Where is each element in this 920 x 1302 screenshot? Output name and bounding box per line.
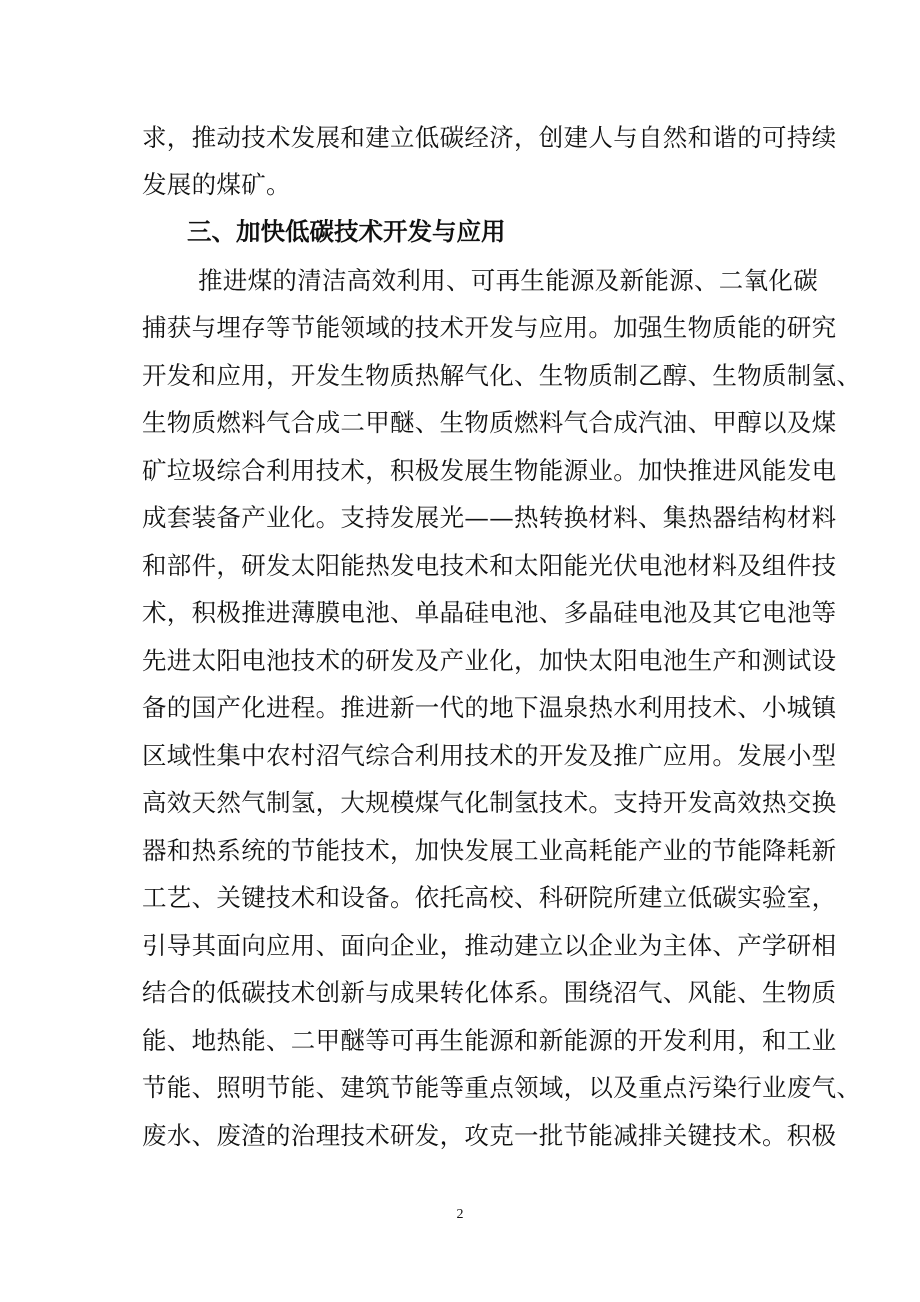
section-heading: 三、加快低碳技术开发与应用 xyxy=(187,217,506,246)
text-line: 求，推动技术发展和建立低碳经济，创建人与自然和谐的可持续 xyxy=(142,123,837,152)
text-line: 结合的低碳技术创新与成果转化体系。围绕沼气、风能、生物质 xyxy=(142,978,837,1007)
text-line: 节能、照明节能、建筑节能等重点领域，以及重点污染行业废气、 xyxy=(142,1073,862,1102)
text-line: 先进太阳电池技术的研发及产业化，加快太阳电池生产和测试设 xyxy=(142,646,837,675)
text-line: 引导其面向应用、面向企业，推动建立以企业为主体、产学研相 xyxy=(142,931,837,960)
text-line: 捕获与埋存等节能领域的技术开发与应用。加强生物质能的研究 xyxy=(142,313,837,342)
text-line: 高效天然气制氢，大规模煤气化制氢技术。支持开发高效热交换 xyxy=(142,788,837,817)
text-line: 器和热系统的节能技术，加快发展工业高耗能产业的节能降耗新 xyxy=(142,836,837,865)
text-line: 发展的煤矿。 xyxy=(142,170,291,199)
text-line: 和部件，研发太阳能热发电技术和太阳能光伏电池材料及组件技 xyxy=(142,551,837,580)
text-line: 废水、废渣的治理技术研发，攻克一批节能减排关键技术。积极 xyxy=(142,1121,837,1150)
text-line: 工艺、关键技术和设备。依托高校、科研院所建立低碳实验室， xyxy=(142,883,837,912)
text-line: 能、地热能、二甲醚等可再生能源和新能源的开发利用，和工业 xyxy=(142,1026,837,1055)
text-line: 术，积极推进薄膜电池、单晶硅电池、多晶硅电池及其它电池等 xyxy=(142,598,837,627)
text-line: 成套装备产业化。支持发展光——热转换材料、集热器结构材料 xyxy=(142,503,837,532)
text-line: 开发和应用，开发生物质热解气化、生物质制乙醇、生物质制氢、 xyxy=(142,361,862,390)
text-line: 生物质燃料气合成二甲醚、生物质燃料气合成汽油、甲醇以及煤 xyxy=(142,408,837,437)
page-number: 2 xyxy=(456,1207,464,1222)
text-line: 矿垃圾综合利用技术，积极发展生物能源业。加快推进风能发电 xyxy=(142,456,837,485)
text-line: 区域性集中农村沼气综合利用技术的开发及推广应用。发展小型 xyxy=(142,741,837,770)
text-line: 备的国产化进程。推进新一代的地下温泉热水利用技术、小城镇 xyxy=(142,693,837,722)
text-line: 推进煤的清洁高效利用、可再生能源及新能源、二氧化碳 xyxy=(198,266,818,295)
